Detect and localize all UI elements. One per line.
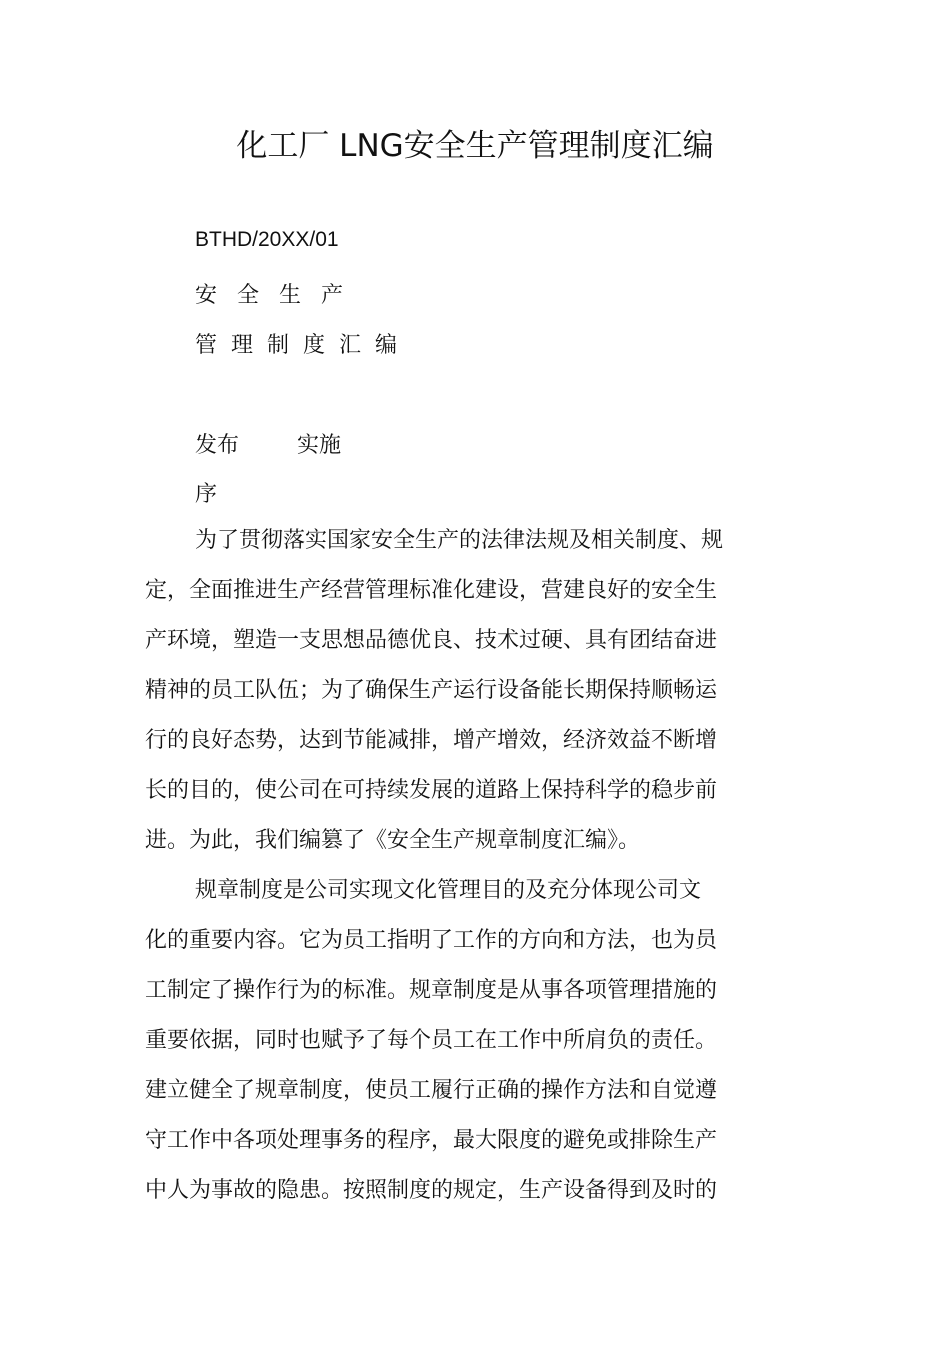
paragraph-line: 重要依据，同时也赋予了每个员工在工作中所肩负的责任。	[145, 1028, 718, 1053]
cover-line-safety-production: 安全生产	[195, 283, 364, 308]
document-code: BTHD/20XX/01	[195, 228, 339, 251]
paragraph-line: 进。为此，我们编篡了《安全生产规章制度汇编》。	[145, 828, 641, 853]
implement-label: 实施	[297, 433, 342, 458]
cover-line-management-compilation: 管理制度汇编	[195, 333, 412, 358]
paragraph-line: 化的重要内容。它为员工指明了工作的方向和方法，也为员	[145, 928, 718, 953]
preface-paragraph-1	[145, 516, 745, 866]
paragraph-line: 定，全面推进生产经营管理标准化建设，营建良好的安全生	[145, 578, 718, 603]
publish-implement-row	[195, 428, 341, 459]
paragraph-line: 守工作中各项处理事务的程序，最大限度的避免或排除生产	[145, 1128, 718, 1153]
paragraph-line: 工制定了操作行为的标准。规章制度是从事各项管理措施的	[145, 978, 718, 1003]
paragraph-line: 中人为事故的隐患。按照制度的规定，生产设备得到及时的	[145, 1178, 718, 1203]
paragraph-line: 行的良好态势，达到节能减排，增产增效，经济效益不断增	[145, 728, 718, 753]
preface-heading: 序	[195, 482, 218, 507]
preface-paragraph-2	[145, 866, 745, 1216]
paragraph-line: 规章制度是公司实现文化管理目的及充分体现公司文	[195, 878, 702, 903]
paragraph-line: 为了贯彻落实国家安全生产的法律法规及相关制度、规	[195, 528, 724, 553]
document-title: 化工厂 LNG安全生产管理制度汇编	[236, 128, 714, 164]
paragraph-line: 长的目的，使公司在可持续发展的道路上保持科学的稳步前	[145, 778, 718, 803]
paragraph-line: 建立健全了规章制度，使员工履行正确的操作方法和自觉遵	[145, 1078, 718, 1103]
paragraph-line: 精神的员工队伍；为了确保生产运行设备能长期保持顺畅运	[145, 678, 718, 703]
paragraph-line: 产环境，塑造一支思想品德优良、技术过硬、具有团结奋进	[145, 628, 718, 653]
publish-label: 发布	[195, 433, 240, 458]
